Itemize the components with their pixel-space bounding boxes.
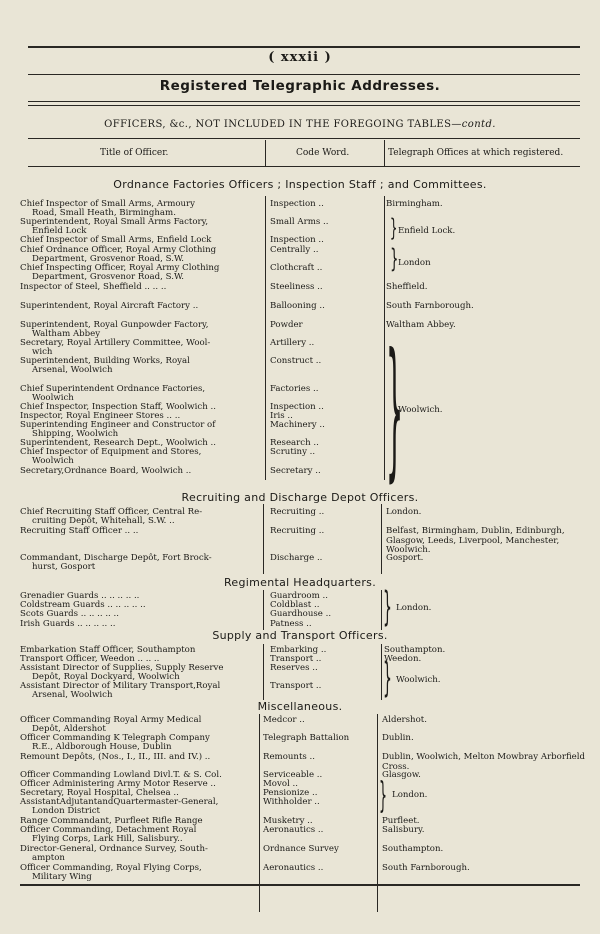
brace: } <box>379 775 388 816</box>
col-divider <box>377 714 378 912</box>
officer-title: Woolwich <box>32 456 74 466</box>
brace: } <box>383 655 392 701</box>
col-header-officer: Title of Officer. <box>100 148 169 158</box>
telegraph-office: Woolwich. <box>398 405 443 415</box>
telegraph-office: Salisbury. <box>382 825 425 835</box>
officer-title: Chief Inspector of Equipment and Stores, <box>20 447 202 457</box>
telegraph-office: Southampton. <box>382 844 444 854</box>
code-word: Powder <box>270 320 303 330</box>
code-word: Artillery .. <box>270 338 315 348</box>
col-divider <box>381 644 382 700</box>
officer-title: Enfield Lock <box>32 226 87 236</box>
subtitle-contd: contd. <box>461 119 496 130</box>
bottom-rule <box>20 884 580 886</box>
officer-title: Chief Inspector, Inspection Staff, Woolwich .. <box>20 402 216 412</box>
telegraph-office: Birmingham. <box>386 199 443 209</box>
officer-title: Department, Grosvenor Road, S.W. <box>32 272 185 282</box>
telegraph-office: Belfast, Birmingham, Dublin, Edinburgh, Glasgow, Leeds, Liverpool, Manchester, Woolwich. <box>386 526 565 555</box>
telegraph-office: London <box>398 258 431 268</box>
officer-title: Recruiting Staff Officer .. .. <box>20 526 139 536</box>
telegraph-office: Enfield Lock. <box>398 226 456 236</box>
table-subtitle <box>0 119 600 130</box>
code-word: Inspection .. <box>270 199 324 209</box>
brace: } <box>390 244 399 274</box>
officer-title: Secretary,Ordnance Board, Woolwich .. <box>20 466 192 476</box>
officer-title: Road, Small Heath, Birmingham. <box>32 208 176 218</box>
officer-title: Director-General, Ordnance Survey, South- <box>20 844 208 854</box>
code-word: Guardroom .. <box>270 591 328 601</box>
code-word: Guardhouse .. <box>270 609 332 619</box>
officer-title: Military Wing <box>32 872 92 882</box>
section-heading: Recruiting and Discharge Depot Officers. <box>181 491 419 504</box>
code-word: Withholder .. <box>263 797 320 807</box>
officer-title: Chief Superintendent Ordnance Factories, <box>20 384 206 394</box>
code-word: Patness .. <box>270 619 312 629</box>
col-divider <box>263 590 264 630</box>
rule <box>28 166 580 167</box>
page-title: Registered Telegraphic Addresses. <box>159 78 441 94</box>
section-heading: Regimental Headquarters. <box>223 576 377 589</box>
officer-title: R.E., Aldborough House, Dublin <box>32 742 172 752</box>
telegraph-office: London. <box>396 603 432 613</box>
col-divider <box>265 140 266 166</box>
code-word: Transport .. <box>270 654 322 664</box>
officer-title: Irish Guards .. .. .. .. .. <box>20 619 116 629</box>
brace: } <box>386 322 404 496</box>
code-word: Discharge .. <box>270 553 323 563</box>
telegraph-office: London. <box>386 507 422 517</box>
telegraph-office: South Farnborough. <box>386 301 474 311</box>
col-divider <box>384 196 385 480</box>
code-word: Ordnance Survey <box>263 844 339 854</box>
officer-title: Superintendent, Building Works, Royal <box>20 356 190 366</box>
telegraph-office: Weedon. <box>384 654 422 664</box>
code-word: Iris .. <box>270 411 293 421</box>
officer-title: Arsenal, Woolwich <box>32 690 113 700</box>
code-word: Ballooning .. <box>270 301 325 311</box>
officer-title: Officer Commanding Lowland Divl.T. & S. Col. <box>20 770 222 780</box>
page-number: ( xxxii ) <box>268 50 332 65</box>
code-word: Transport .. <box>270 681 322 691</box>
col-header-offices: Telegraph Offices at which registered. <box>388 148 564 158</box>
code-word: Serviceable .. <box>263 770 323 780</box>
rule <box>28 101 580 102</box>
subtitle-main: OFFICERS, &c., NOT INCLUDED IN THE FOREGOING TABLES— <box>104 119 462 130</box>
col-divider <box>381 590 382 630</box>
code-word: Remounts .. <box>263 752 316 762</box>
code-word: Secretary .. <box>270 466 321 476</box>
rule <box>28 138 580 139</box>
officer-title: ampton <box>32 853 65 863</box>
officer-title: Coldstream Guards .. .. .. .. .. <box>20 600 146 610</box>
officer-title: Officer Administering Army Motor Reserve .. <box>20 779 216 789</box>
code-word: Inspection .. <box>270 402 324 412</box>
code-word: Clothcraft .. <box>270 263 323 273</box>
code-word: Coldblast .. <box>270 600 320 610</box>
telegraph-office: Purfleet. <box>382 816 420 826</box>
code-word: Medcor .. <box>263 715 305 725</box>
code-word: Aeronautics .. <box>263 863 324 873</box>
telegraph-office: Glasgow. <box>382 770 421 780</box>
officer-title: Chief Inspecting Officer, Royal Army Clothing <box>20 263 220 273</box>
officer-title: Officer Commanding, Royal Flying Corps, <box>20 863 202 873</box>
officer-title: Department, Grosvenor Road, S.W. <box>32 254 185 264</box>
code-word: Reserves .. <box>270 663 318 673</box>
section-heading: Ordnance Factories Officers ; Inspection Staff ; and Committees. <box>113 178 487 191</box>
officer-title: Woolwich <box>32 393 74 403</box>
officer-title: Shipping, Woolwich <box>32 429 119 439</box>
officer-title: Grenadier Guards .. .. .. .. .. <box>20 591 140 601</box>
brace: } <box>389 214 398 242</box>
code-word: Recruiting .. <box>270 507 325 517</box>
rule <box>28 105 580 106</box>
officer-title: Arsenal, Woolwich <box>32 365 113 375</box>
telegraph-office: South Farnborough. <box>382 863 470 873</box>
code-word: Aeronautics .. <box>263 825 324 835</box>
code-word: Musketry .. <box>263 816 313 826</box>
telegraph-office: London. <box>392 790 428 800</box>
code-word: Recruiting .. <box>270 526 325 536</box>
officer-title: Scots Guards .. .. .. .. .. <box>20 609 119 619</box>
officer-title: Depôt, Aldershot <box>32 724 106 734</box>
officer-title: Superintendent, Royal Gunpowder Factory, <box>20 320 209 330</box>
code-word: Steeliness .. <box>270 282 323 292</box>
officer-title: Chief Recruiting Staff Officer, Central Re- <box>20 507 203 517</box>
officer-title: Superintendent, Royal Aircraft Factory .. <box>20 301 199 311</box>
officer-title: Transport Officer, Weedon .. .. .. <box>20 654 160 664</box>
officer-title: Remount Depôts, (Nos., I., II., III. and IV.) .. <box>20 752 211 762</box>
officer-title: Officer Commanding, Detachment Royal <box>20 825 197 835</box>
officer-title: Flying Corps, Lark Hill, Salisbury.. <box>32 834 183 844</box>
officer-title: Inspector of Steel, Sheffield .. .. .. <box>20 282 167 292</box>
officer-title: Chief Ordnance Officer, Royal Army Clothing <box>20 245 217 255</box>
code-word: Factories .. <box>270 384 319 394</box>
section-heading: Supply and Transport Officers. <box>212 629 388 642</box>
brace: } <box>383 584 392 630</box>
officer-title: Assistant Director of Military Transport,Royal <box>20 681 221 691</box>
officer-title: Commandant, Discharge Depôt, Fort Brock- <box>20 553 212 563</box>
code-word: Small Arms .. <box>270 217 329 227</box>
officer-title: Officer Commanding K Telegraph Company <box>20 733 210 743</box>
code-word: Centrally .. <box>270 245 319 255</box>
telegraph-office: Dublin. <box>382 733 414 743</box>
section-heading: Miscellaneous. <box>257 700 343 713</box>
telegraph-office: Aldershot. <box>382 715 427 725</box>
officer-title: cruiting Depôt, Whitehall, S.W. .. <box>32 516 175 526</box>
code-word: Embarking .. <box>270 645 327 655</box>
rule <box>28 74 580 75</box>
officer-title: Assistant Director of Supplies, Supply Reserve <box>20 663 224 673</box>
officer-title: London District <box>32 806 100 816</box>
col-header-code: Code Word. <box>296 148 350 158</box>
officer-title: wich <box>32 347 53 357</box>
officer-title: Chief Inspector of Small Arms, Armoury <box>20 199 196 209</box>
officer-title: AssistantAdjutantandQuartermaster-General, <box>20 797 219 807</box>
code-word: Inspection .. <box>270 235 324 245</box>
officer-title: Superintendent, Research Dept., Woolwich .. <box>20 438 216 448</box>
code-word: Telegraph Battalion <box>263 733 350 743</box>
code-word: Scrutiny .. <box>270 447 316 457</box>
code-word: Research .. <box>270 438 319 448</box>
officer-title: Superintendent, Royal Small Arms Factory, <box>20 217 209 227</box>
code-word: Movol .. <box>263 779 298 789</box>
col-divider <box>384 140 385 166</box>
officer-title: Inspector, Royal Engineer Stores .. .. <box>20 411 181 421</box>
code-word: Pensionize .. <box>263 788 318 798</box>
officer-title: Secretary, Royal Artillery Committee, Wool- <box>20 338 211 348</box>
telegraph-office: Southampton. <box>384 645 446 655</box>
code-word: Machinery .. <box>270 420 325 430</box>
officer-title: Depôt, Royal Dockyard, Woolwich <box>32 672 180 682</box>
officer-title: Chief Inspector of Small Arms, Enfield Lock <box>20 235 212 245</box>
officer-title: Range Commandant, Purfleet Rifle Range <box>20 816 203 826</box>
officer-title: Waltham Abbey <box>32 329 101 339</box>
col-divider <box>381 504 382 574</box>
officer-title: Secretary, Royal Hospital, Chelsea .. <box>20 788 179 798</box>
telegraph-office: Woolwich. <box>396 675 441 685</box>
officer-title: Officer Commanding Royal Army Medical <box>20 715 202 725</box>
telegraph-office: Gosport. <box>386 553 424 563</box>
officer-title: Embarkation Staff Officer, Southampton <box>20 645 196 655</box>
telegraph-office: Waltham Abbey. <box>386 320 456 330</box>
officer-title: Superintending Engineer and Constructor of <box>20 420 216 430</box>
officer-title: hurst, Gosport <box>32 562 96 572</box>
telegraph-office: Sheffield. <box>386 282 428 292</box>
top-rule <box>28 46 580 48</box>
code-word: Construct .. <box>270 356 322 366</box>
telegraph-office: Dublin, Woolwich, Melton Mowbray Arborfield Cross. <box>382 752 586 772</box>
